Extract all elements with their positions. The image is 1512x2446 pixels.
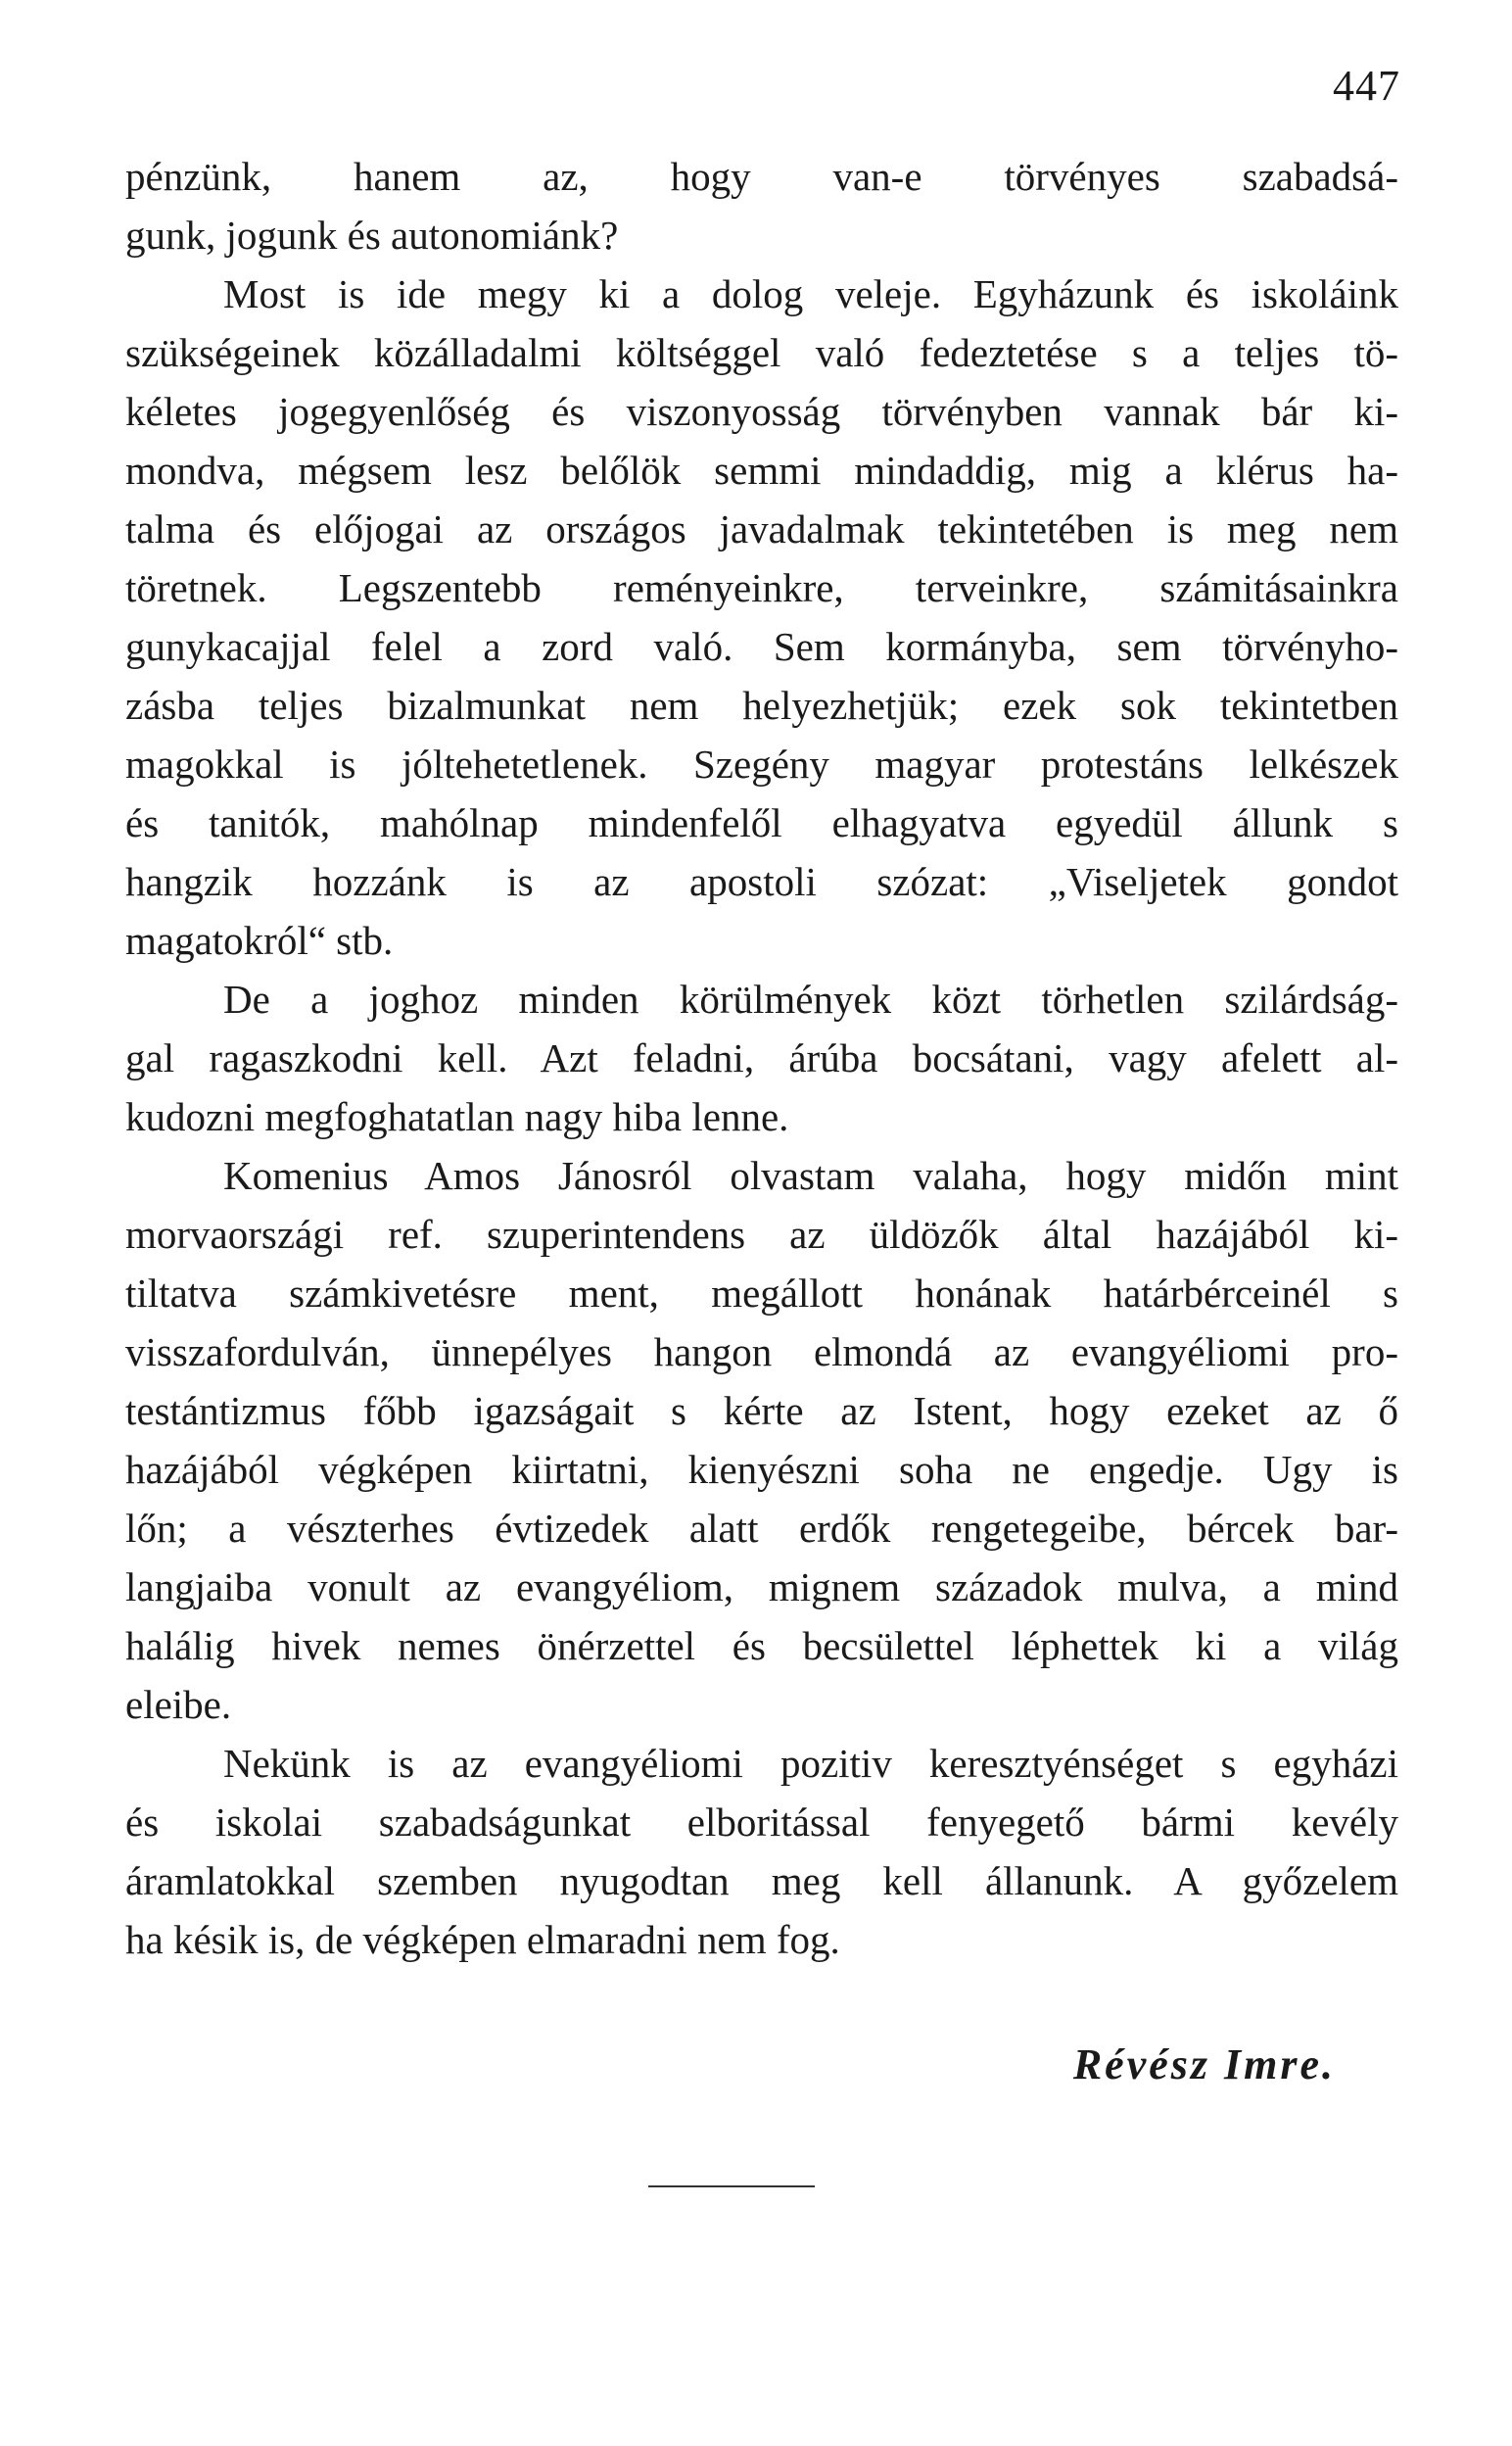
text-line: talma és előjogai az országos javadalmak tekintetében is meg nem [125, 506, 1398, 552]
text-line: tiltatva számkivetésre ment, megállott honának határbérceinél s [125, 1271, 1398, 1316]
text-line: morvaországi ref. szuperintendens az üldözők által hazájából ki- [125, 1212, 1398, 1257]
text-line: gunykacajjal felel a zord való. Sem kormányba, sem törvényho- [125, 624, 1398, 669]
text-line: gal ragaszkodni kell. Azt feladni, árúba bocsátani, vagy afelett al- [125, 1035, 1398, 1080]
page-number: 447 [1333, 62, 1400, 110]
text-line: pénzünk, hanem az, hogy van-e törvényes szabadsá- [125, 154, 1398, 199]
text-line: ha késik is, de végképen elmaradni nem fog. [125, 1917, 840, 1962]
text-line: langjaiba vonult az evangyéliom, mignem századok mulva, a mind [125, 1564, 1398, 1609]
text-line: kéletes jogegyenlőség és viszonyosság törvényben vannak bár ki- [125, 389, 1398, 434]
text-line: visszafordulván, ünnepélyes hangon elmondá az evangyéliomi pro- [125, 1329, 1398, 1374]
text-line: Komenius Amos Jánosról olvastam valaha, hogy midőn mint [223, 1153, 1398, 1198]
text-line: Nekünk is az evangyéliomi pozitiv keresztyénséget s egyházi [223, 1741, 1398, 1786]
text-line: és iskolai szabadságunkat elboritással fenyegető bármi kevély [125, 1799, 1398, 1845]
text-line: kudozni megfoghatatlan nagy hiba lenne. [125, 1094, 789, 1139]
text-line: mondva, mégsem lesz belőlök semmi mindaddig, mig a klérus ha- [125, 448, 1398, 493]
text-line: zásba teljes bizalmunkat nem helyezhetjük; ezek sok tekintetben [125, 683, 1398, 728]
text-line: magokkal is jóltehetetlenek. Szegény magyar protestáns lelkészek [125, 742, 1398, 787]
text-line: áramlatokkal szemben nyugodtan meg kell állanunk. A győzelem [125, 1858, 1398, 1903]
text-line: gunk, jogunk és autonomiánk? [125, 213, 619, 258]
text-line: halálig hivek nemes önérzettel és becsülettel léphettek ki a világ [125, 1623, 1398, 1668]
text-line: szükségeinek közálladalmi költséggel való fedeztetése s a teljes tö- [125, 330, 1398, 375]
section-divider [648, 2185, 815, 2187]
text-line: De a joghoz minden körülmények közt törhetlen szilárdság- [223, 977, 1398, 1022]
text-line: testántizmus főbb igazságait s kérte az Istent, hogy ezeket az ő [125, 1388, 1398, 1433]
text-line: hazájából végképen kiirtatni, kienyészni soha ne engedje. Ugy is [125, 1447, 1398, 1492]
text-line: és tanitók, mahólnap mindenfelől elhagyatva egyedül állunk s [125, 800, 1398, 845]
body-text [125, 147, 1398, 1969]
text-line: eleibe. [125, 1682, 232, 1727]
text-line: lőn; a vészterhes évtizedek alatt erdők rengetegeibe, bércek bar- [125, 1506, 1398, 1551]
text-line: hangzik hozzánk is az apostoli szózat: „Viseljetek gondot [125, 859, 1398, 904]
text-line: Most is ide megy ki a dolog veleje. Egyházunk és iskoláink [223, 271, 1398, 316]
text-line: töretnek. Legszentebb reményeinkre, terveinkre, számitásainkra [125, 565, 1398, 610]
author-signature: Révész Imre. [1072, 2040, 1336, 2088]
text-line: magatokról“ stb. [125, 918, 394, 963]
